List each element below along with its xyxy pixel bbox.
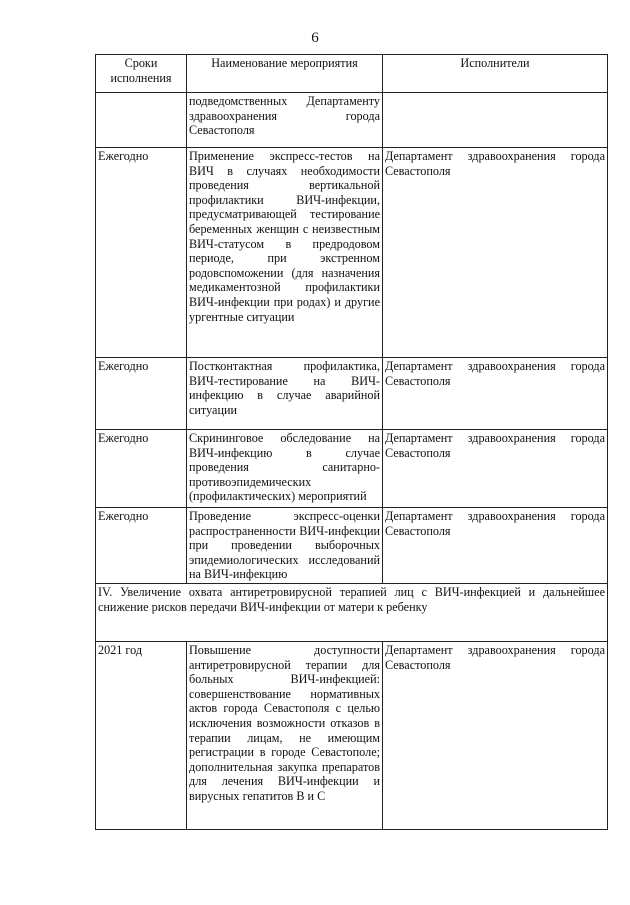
executor-cell: Департамент здравоохранения города Севастополя <box>383 430 608 508</box>
table-header-row <box>96 55 608 93</box>
term-cell: Ежегодно <box>96 148 187 358</box>
action-cell: Скрининговое обследование на ВИЧ-инфекцию в случае проведения санитарно-противоэпидемических (профилактических) мероприятий <box>187 430 383 508</box>
term-cell: 2021 год <box>96 641 187 829</box>
section-heading: IV. Увеличение охвата антиретровирусной терапией лиц с ВИЧ-инфекцией и дальнейшее снижение рисков передачи ВИЧ-инфекции от матери к ребенку <box>96 583 608 641</box>
header-executors: Исполнители <box>383 55 608 93</box>
action-cell: Повышение доступности антиретровирусной терапии для больных ВИЧ-инфекцией: совершенствование нормативных актов города Севастополя с целью исключения возможности отказов в терапии лицам, не имеющим регистрации в городе Севастополе; дополнительная закупка препаратов для лечения ВИЧ-инфекции и вирусных гепатитов В и С <box>187 641 383 829</box>
executor-cell: Департамент здравоохранения города Севастополя <box>383 148 608 358</box>
header-terms: Сроки исполнения <box>96 55 187 93</box>
executor-cell: Департамент здравоохранения города Севастополя <box>383 358 608 430</box>
table-row <box>96 93 608 148</box>
table-row <box>96 430 608 508</box>
term-cell <box>96 93 187 148</box>
plan-table <box>95 54 608 830</box>
executor-cell: Департамент здравоохранения города Севастополя <box>383 508 608 584</box>
term-cell: Ежегодно <box>96 358 187 430</box>
action-cell: Проведение экспресс-оценки распространенности ВИЧ-инфекции при проведении выборочных эпидемиологических исследований на ВИЧ-инфекцию <box>187 508 383 584</box>
action-cell: подведомственных Департаменту здравоохранения города Севастополя <box>187 93 383 148</box>
term-cell: Ежегодно <box>96 430 187 508</box>
page-number: 6 <box>311 30 319 46</box>
table-row <box>96 641 608 829</box>
action-cell: Применение экспресс-тестов на ВИЧ в случаях необходимости проведения вертикальной профилактики ВИЧ-инфекции, предусматривающей тестирование беременных женщин с неизвестным ВИЧ-статусом в предродовом периоде, при экстренном родовспоможении (для назначения медикаментозной профилактики ВИЧ-инфекции при родах) и другие ургентные ситуации <box>187 148 383 358</box>
header-action: Наименование мероприятия <box>187 55 383 93</box>
table-row <box>96 508 608 584</box>
executor-cell: Департамент здравоохранения города Севастополя <box>383 641 608 829</box>
table-row <box>96 148 608 358</box>
term-cell: Ежегодно <box>96 508 187 584</box>
action-cell: Постконтактная профилактика, ВИЧ-тестирование на ВИЧ-инфекцию в случае аварийной ситуации <box>187 358 383 430</box>
table-row <box>96 358 608 430</box>
executor-cell <box>383 93 608 148</box>
section-row <box>96 583 608 641</box>
